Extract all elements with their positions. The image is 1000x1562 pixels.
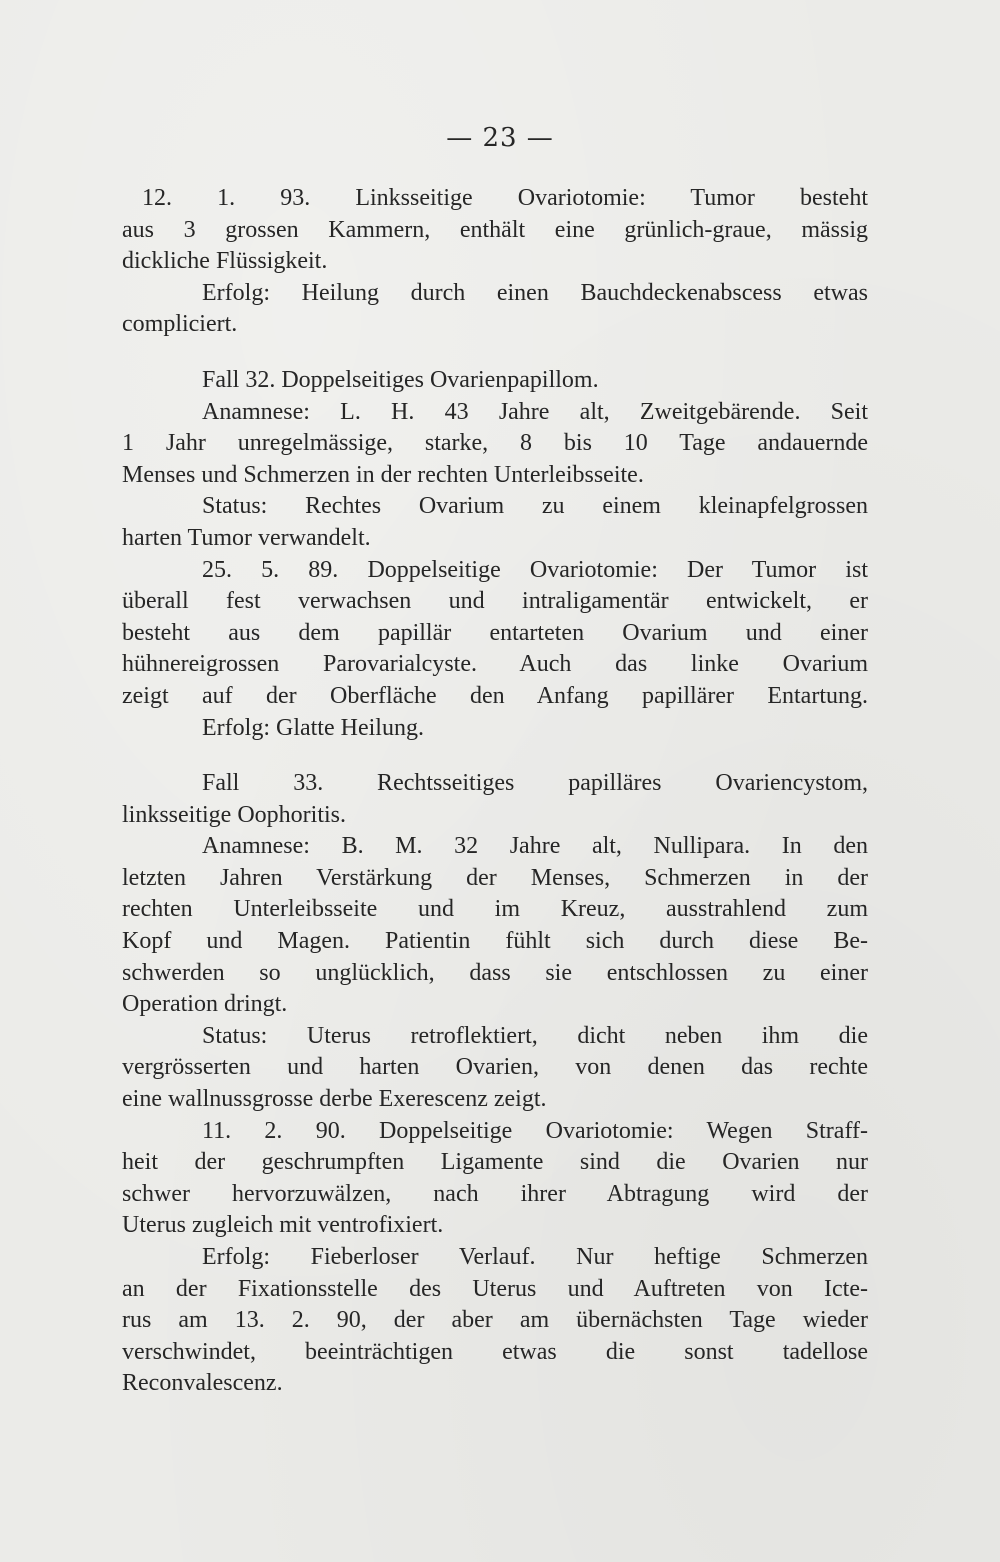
text-line: 1 Jahr unregelmässige, starke, 8 bis 10 Tage andauernde: [122, 430, 868, 457]
text-line: Uterus zugleich mit ventrofixiert.: [122, 1212, 444, 1239]
text-line: dickliche Flüssigkeit.: [122, 248, 328, 275]
text-line: 25. 5. 89. Doppelseitige Ovariotomie: Der Tumor ist: [202, 556, 868, 583]
text-line: Operation dringt.: [122, 991, 288, 1018]
paragraph-gap: [122, 744, 868, 768]
text-line: besteht aus dem papillär entarteten Ovarium und einer: [122, 619, 868, 646]
text-line: Menses und Schmerzen in der rechten Unterleibsseite.: [122, 461, 644, 488]
case-heading: Fall 33. Rechtsseitiges papilläres Ovariencystom,: [202, 770, 868, 797]
text-line: verschwindet, beeinträchtigen etwas die sonst tadellose: [122, 1338, 868, 1365]
text-line: 11. 2. 90. Doppelseitige Ovariotomie: Wegen Straff-: [202, 1117, 868, 1144]
text-line: rechten Unterleibsseite und im Kreuz, ausstrahlend zum: [122, 896, 868, 923]
text-line: compliciert.: [122, 311, 238, 338]
text-line: Status: Uterus retroflektiert, dicht neben ihm die: [202, 1022, 868, 1049]
text-line: harten Tumor verwandelt.: [122, 524, 371, 551]
text-line: an der Fixationsstelle des Uterus und Auftreten von Icte-: [122, 1275, 868, 1302]
text-line: 12. 1. 93. Linksseitige Ovariotomie: Tumor besteht: [142, 185, 868, 211]
text-line: Erfolg: Fieberloser Verlauf. Nur heftige Schmerzen: [202, 1244, 868, 1270]
text-line: rus am 13. 2. 90, der aber am übernächsten Tage wieder: [122, 1307, 868, 1334]
text-line: zeigt auf der Oberfläche den Anfang papillärer Entartung.: [122, 682, 868, 709]
text-line: hühnereigrossen Parovarialcyste. Auch das linke Ovarium: [122, 651, 868, 678]
text-line: schwer hervorzuwälzen, nach ihrer Abtragung wird der: [122, 1180, 868, 1207]
text-line: Erfolg: Glatte Heilung.: [202, 714, 424, 741]
text-line: Status: Rechtes Ovarium zu einem kleinapfelgrossen: [202, 493, 868, 520]
text-line: linksseitige Oophoritis.: [122, 801, 346, 828]
body-text: [122, 183, 868, 1400]
text-line: Anamnese: B. M. 32 Jahre alt, Nullipara. In den: [202, 833, 868, 860]
text-line: eine wallnussgrosse derbe Exerescenz zeigt.: [122, 1086, 547, 1113]
page-number: — 23 —: [446, 123, 554, 153]
text-line: heit der geschrumpften Ligamente sind die Ovarien nur: [122, 1149, 868, 1176]
text-line: Reconvalescenz.: [122, 1370, 283, 1397]
case-heading: Fall 32. Doppelseitiges Ovarienpapillom.: [202, 366, 599, 393]
text-line: überall fest verwachsen und intraligamentär entwickelt, er: [122, 588, 868, 615]
text-line: schwerden so unglücklich, dass sie entschlossen zu einer: [122, 959, 868, 986]
text-line: Kopf und Magen. Patientin fühlt sich durch diese Be-: [122, 928, 868, 955]
text-line: vergrösserten und harten Ovarien, von denen das rechte: [122, 1054, 868, 1081]
text-line: aus 3 grossen Kammern, enthält eine grünlich-graue, mässig: [122, 216, 868, 243]
paragraph-gap: [122, 341, 868, 365]
text-line: letzten Jahren Verstärkung der Menses, Schmerzen in der: [122, 864, 868, 891]
text-line: Anamnese: L. H. 43 Jahre alt, Zweitgebärende. Seit: [202, 398, 868, 425]
text-line: Erfolg: Heilung durch einen Bauchdeckenabscess etwas: [202, 279, 868, 306]
